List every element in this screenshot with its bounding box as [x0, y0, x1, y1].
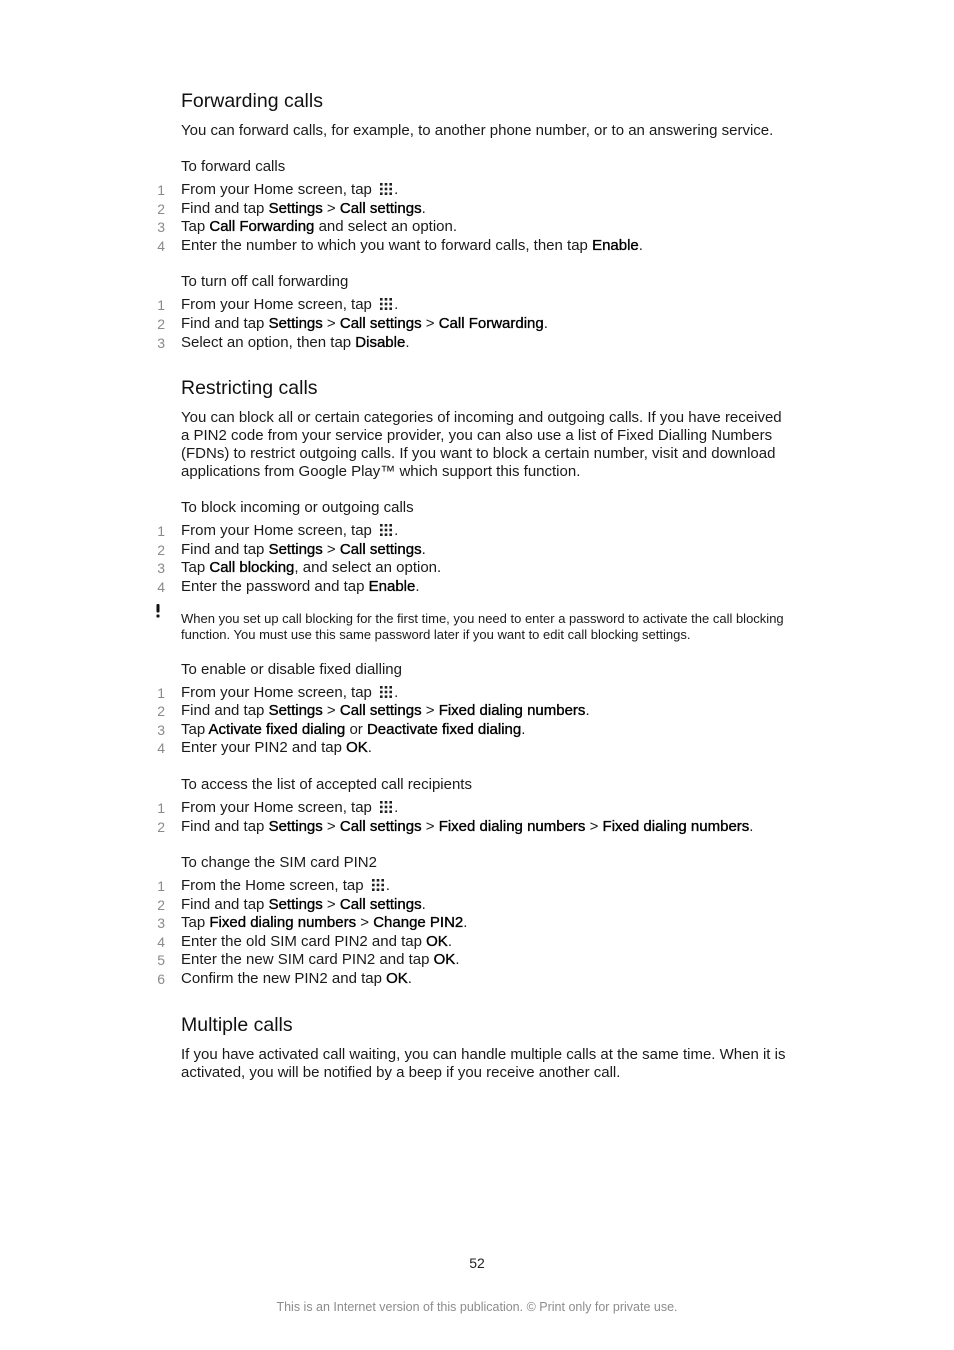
list-item: 6 Confirm the new PIN2 and tap OK.	[181, 970, 791, 989]
list-item: 2 Find and tap Settings > Call settings > Call Forwarding.	[181, 315, 791, 334]
step-number: 3	[157, 721, 165, 738]
procedure-title-change-pin2: To change the SIM card PIN2	[181, 854, 377, 872]
steps-forward-calls	[157, 181, 791, 255]
list-item: 2 Find and tap Settings > Call settings > Fixed dialing numbers > Fixed dialing numbers.	[181, 818, 791, 837]
step-number: 4	[157, 740, 165, 757]
procedure-title-fixed-dialling: To enable or disable fixed dialling	[181, 660, 402, 678]
procedure-title-turn-off-forwarding: To turn off call forwarding	[181, 273, 349, 291]
list-item: 4 Enter your PIN2 and tap OK.	[181, 739, 791, 758]
list-item: 1 From your Home screen, tap .	[181, 799, 791, 818]
step-number: 2	[157, 315, 165, 332]
list-item: 1 From your Home screen, tap .	[181, 181, 791, 200]
step-number: 2	[157, 541, 165, 558]
step-number: 6	[157, 971, 165, 988]
section-title-restricting: Restricting calls	[181, 377, 318, 400]
list-item: 2 Find and tap Settings > Call settings.	[181, 541, 791, 560]
procedure-title-accepted-recipients: To access the list of accepted call recipients	[181, 775, 472, 793]
list-item: 3 Select an option, then tap Disable.	[181, 334, 791, 353]
step-number: 3	[157, 334, 165, 351]
list-item: 2 Find and tap Settings > Call settings.	[181, 896, 791, 915]
list-item: 1 From the Home screen, tap .	[181, 877, 791, 896]
step-number: 1	[157, 523, 165, 540]
step-number: 2	[157, 200, 165, 217]
list-item: 5 Enter the new SIM card PIN2 and tap OK.	[181, 951, 791, 970]
step-number: 2	[157, 896, 165, 913]
step-number: 4	[157, 237, 165, 254]
forwarding-intro: You can forward calls, for example, to another phone number, or to an answering service.	[181, 122, 774, 139]
page-number: 52	[469, 1255, 485, 1271]
step-number: 1	[157, 878, 165, 895]
step-number: 3	[157, 915, 165, 932]
step-number: 2	[157, 818, 165, 835]
step-number: 2	[157, 703, 165, 720]
app-grid-icon	[379, 523, 393, 537]
steps-accepted-recipients	[157, 798, 791, 836]
list-item: 3 Tap Fixed dialing numbers > Change PIN2.	[181, 914, 791, 933]
list-item: 3 Tap Activate fixed dialing or Deactivate fixed dialing.	[181, 721, 791, 740]
step-number: 1	[157, 684, 165, 701]
multiple-intro: If you have activated call waiting, you can handle multiple calls at the same time. When it is activated, you will be notified by a beep if you receive another call.	[181, 1045, 786, 1081]
exclamation-icon	[153, 603, 163, 619]
page-content	[157, 88, 791, 1082]
app-grid-icon	[379, 182, 393, 196]
app-grid-icon	[379, 685, 393, 699]
list-item: 3 Tap Call Forwarding and select an option.	[181, 218, 791, 237]
step-number: 3	[157, 560, 165, 577]
step-number: 1	[157, 297, 165, 314]
step-number: 4	[157, 933, 165, 950]
app-grid-icon	[379, 800, 393, 814]
steps-fixed-dialling	[157, 683, 791, 758]
step-number: 5	[157, 952, 165, 969]
procedure-title-block-calls: To block incoming or outgoing calls	[181, 499, 414, 517]
list-item: 1 From your Home screen, tap .	[181, 296, 791, 315]
list-item: 2 Find and tap Settings > Call settings > Fixed dialing numbers.	[181, 702, 791, 721]
app-grid-icon	[371, 878, 385, 892]
list-item: 1 From your Home screen, tap .	[181, 684, 791, 703]
restricting-intro: You can block all or certain categories of incoming and outgoing calls. If you have received a PIN2 code from your service provider, you can also use a list of Fixed Dialling Numbers (FDNs) to restrict outgoing calls. If you want to block a certain number, visit and download applications from Google Play™ which support this function.	[181, 409, 782, 481]
step-number: 4	[157, 578, 165, 595]
steps-turn-off-forwarding	[157, 296, 791, 352]
steps-block-calls	[157, 522, 791, 596]
step-number: 1	[157, 799, 165, 816]
section-title-forwarding: Forwarding calls	[181, 90, 323, 112]
note-call-blocking	[181, 611, 791, 643]
step-number: 3	[157, 219, 165, 236]
footer-note: This is an Internet version of this publication. © Print only for private use.	[276, 1300, 678, 1314]
app-grid-icon	[379, 297, 393, 311]
note-text: When you set up call blocking for the first time, you need to enter a password to activate the call blocking function. You must use this same password later if you want to edit call blocking settings.	[181, 610, 784, 642]
list-item: 3 Tap Call blocking, and select an option.	[181, 559, 791, 578]
list-item: 4 Enter the password and tap Enable.	[181, 578, 791, 597]
list-item: 2 Find and tap Settings > Call settings.	[181, 200, 791, 219]
procedure-title-forward-calls: To forward calls	[181, 158, 286, 175]
step-number: 1	[157, 182, 165, 198]
section-title-multiple: Multiple calls	[181, 1013, 293, 1036]
steps-change-pin2	[157, 877, 791, 989]
list-item: 1 From your Home screen, tap .	[181, 522, 791, 541]
list-item: 4 Enter the number to which you want to forward calls, then tap Enable.	[181, 237, 791, 256]
list-item: 4 Enter the old SIM card PIN2 and tap OK.	[181, 933, 791, 952]
